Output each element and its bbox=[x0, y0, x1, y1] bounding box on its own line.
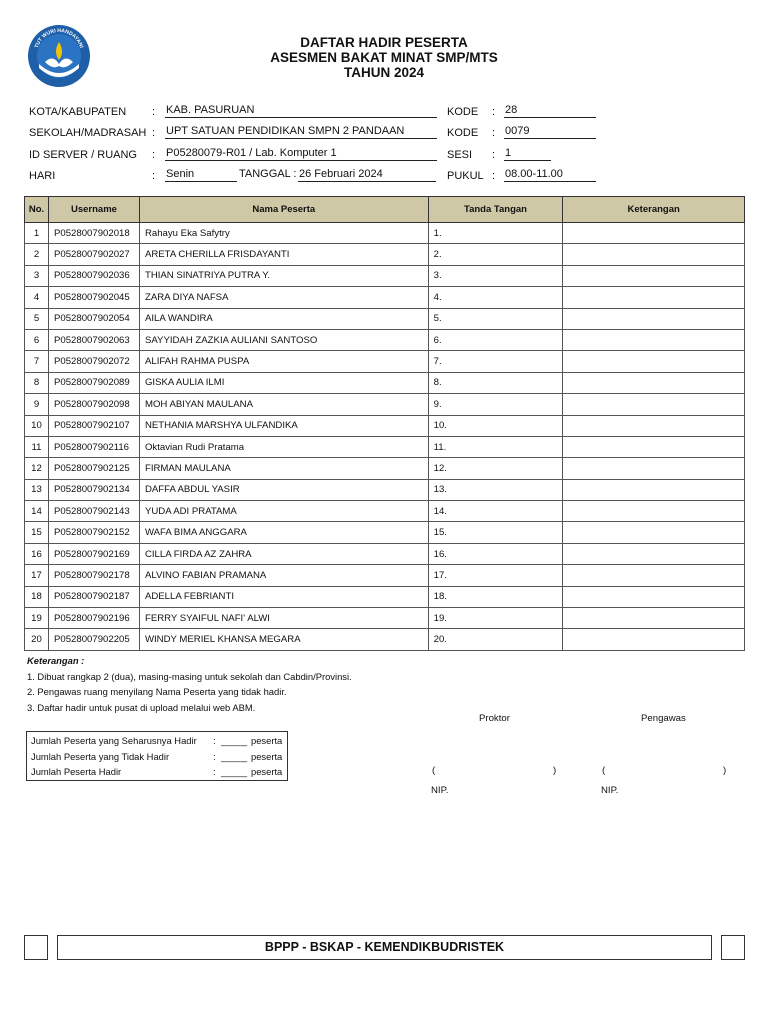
cell-keterangan bbox=[563, 629, 745, 650]
table-row bbox=[25, 372, 745, 393]
cell-nama: NETHANIA MARSHYA ULFANDIKA bbox=[139, 415, 428, 436]
summary-colon: : bbox=[213, 735, 216, 746]
cell-no: 14 bbox=[25, 501, 49, 522]
table-row bbox=[25, 244, 745, 265]
summary-label: Jumlah Peserta yang Seharusnya Hadir bbox=[31, 735, 197, 746]
cell-keterangan bbox=[563, 501, 745, 522]
cell-username: P0528007902018 bbox=[48, 223, 139, 244]
cell-nama: SAYYIDAH ZAZKIA AULIANI SANTOSO bbox=[139, 329, 428, 350]
summary-blank: _____ bbox=[221, 750, 248, 762]
colon: : bbox=[492, 106, 496, 118]
cell-username: P0528007902072 bbox=[48, 351, 139, 372]
cell-no: 18 bbox=[25, 586, 49, 607]
cell-tanda-tangan: 17. bbox=[428, 565, 563, 586]
proktor-open-paren: ( bbox=[432, 765, 436, 776]
cell-tanda-tangan: 14. bbox=[428, 501, 563, 522]
header-username: Username bbox=[48, 197, 139, 223]
cell-tanda-tangan: 5. bbox=[428, 308, 563, 329]
cell-nama: FIRMAN MAULANA bbox=[139, 458, 428, 479]
cell-tanda-tangan: 6. bbox=[428, 329, 563, 350]
cell-tanda-tangan: 15. bbox=[428, 522, 563, 543]
cell-username: P0528007902107 bbox=[48, 415, 139, 436]
header-nama: Nama Peserta bbox=[139, 197, 428, 223]
cell-tanda-tangan: 2. bbox=[428, 244, 563, 265]
footer-left-box bbox=[24, 935, 48, 960]
colon: : bbox=[492, 170, 496, 182]
cell-keterangan bbox=[563, 565, 745, 586]
cell-no: 12 bbox=[25, 458, 49, 479]
cell-nama: Rahayu Eka Safytry bbox=[139, 223, 428, 244]
colon: : bbox=[152, 106, 156, 118]
sekolah-value: UPT SATUAN PENDIDIKAN SMPN 2 PANDAAN bbox=[165, 125, 437, 139]
cell-nama: FERRY SYAIFUL NAFI' ALWI bbox=[139, 608, 428, 629]
cell-keterangan bbox=[563, 479, 745, 500]
summary-colon: : bbox=[213, 766, 216, 777]
cell-nama: AILA WANDIRA bbox=[139, 308, 428, 329]
summary-label: Jumlah Peserta Hadir bbox=[31, 766, 122, 777]
server-value: P05280079-R01 / Lab. Komputer 1 bbox=[165, 147, 437, 161]
kode-sekolah-value: 0079 bbox=[504, 125, 596, 139]
colon: : bbox=[152, 127, 156, 139]
colon: : bbox=[152, 170, 156, 182]
cell-keterangan bbox=[563, 329, 745, 350]
kode-sekolah-label: KODE bbox=[447, 127, 479, 139]
note-item: 3. Daftar hadir untuk pusat di upload melalui web ABM. bbox=[27, 701, 256, 713]
table-header-row bbox=[25, 197, 745, 223]
table-row bbox=[25, 329, 745, 350]
cell-username: P0528007902089 bbox=[48, 372, 139, 393]
cell-username: P0528007902116 bbox=[48, 436, 139, 457]
cell-nama: Oktavian Rudi Pratama bbox=[139, 436, 428, 457]
footer-banner: BPPP - BSKAP - KEMENDIKBUDRISTEK bbox=[57, 935, 712, 960]
summary-colon: : bbox=[213, 750, 216, 762]
cell-nama: CILLA FIRDA AZ ZAHRA bbox=[139, 543, 428, 564]
cell-keterangan bbox=[563, 543, 745, 564]
table-row bbox=[25, 415, 745, 436]
pengawas-nip: NIP. bbox=[601, 785, 619, 796]
table-row bbox=[25, 565, 745, 586]
summary-unit: peserta bbox=[251, 735, 283, 746]
cell-keterangan bbox=[563, 265, 745, 286]
pengawas-label: Pengawas bbox=[641, 713, 686, 724]
cell-keterangan bbox=[563, 372, 745, 393]
note-item: 1. Dibuat rangkap 2 (dua), masing-masing untuk sekolah dan Cabdin/Provinsi. bbox=[27, 670, 352, 682]
cell-keterangan bbox=[563, 244, 745, 265]
cell-nama: GISKA AULIA ILMI bbox=[139, 372, 428, 393]
table-row bbox=[25, 287, 745, 308]
cell-no: 16 bbox=[25, 543, 49, 564]
cell-nama: DAFFA ABDUL YASIR bbox=[139, 479, 428, 500]
cell-username: P0528007902187 bbox=[48, 586, 139, 607]
table-row bbox=[25, 543, 745, 564]
cell-keterangan bbox=[563, 223, 745, 244]
header-info bbox=[0, 0, 768, 190]
cell-no: 6 bbox=[25, 329, 49, 350]
header-no: No. bbox=[25, 197, 49, 223]
cell-no: 15 bbox=[25, 522, 49, 543]
cell-keterangan bbox=[563, 586, 745, 607]
cell-tanda-tangan: 19. bbox=[428, 608, 563, 629]
table-row bbox=[25, 436, 745, 457]
table-row bbox=[25, 223, 745, 244]
cell-nama: THIAN SINATRIYA PUTRA Y. bbox=[139, 265, 428, 286]
cell-nama: WINDY MERIEL KHANSA MEGARA bbox=[139, 629, 428, 650]
sesi-label: SESI bbox=[447, 149, 473, 161]
cell-no: 19 bbox=[25, 608, 49, 629]
table-row bbox=[25, 608, 745, 629]
cell-tanda-tangan: 18. bbox=[428, 586, 563, 607]
cell-no: 13 bbox=[25, 479, 49, 500]
cell-no: 20 bbox=[25, 629, 49, 650]
summary-blank: _____ bbox=[221, 766, 248, 777]
sesi-value: 1 bbox=[504, 147, 551, 161]
kota-label: KOTA/KABUPATEN bbox=[29, 106, 127, 118]
cell-tanda-tangan: 10. bbox=[428, 415, 563, 436]
cell-username: P0528007902196 bbox=[48, 608, 139, 629]
hari-label: HARI bbox=[29, 170, 56, 182]
cell-tanda-tangan: 9. bbox=[428, 394, 563, 415]
cell-nama: ADELLA FEBRIANTI bbox=[139, 586, 428, 607]
cell-username: P0528007902098 bbox=[48, 394, 139, 415]
cell-username: P0528007902036 bbox=[48, 265, 139, 286]
cell-tanda-tangan: 4. bbox=[428, 287, 563, 308]
cell-no: 3 bbox=[25, 265, 49, 286]
cell-keterangan bbox=[563, 351, 745, 372]
proktor-close-paren: ) bbox=[553, 765, 557, 776]
cell-tanda-tangan: 3. bbox=[428, 265, 563, 286]
cell-no: 7 bbox=[25, 351, 49, 372]
table-row bbox=[25, 458, 745, 479]
cell-nama: WAFA BIMA ANGGARA bbox=[139, 522, 428, 543]
colon: : bbox=[152, 149, 156, 161]
table-row bbox=[25, 394, 745, 415]
cell-no: 5 bbox=[25, 308, 49, 329]
kode-label: KODE bbox=[447, 106, 479, 118]
title-line-3: TAHUN 2024 bbox=[343, 65, 425, 80]
cell-username: P0528007902027 bbox=[48, 244, 139, 265]
cell-nama: YUDA ADI PRATAMA bbox=[139, 501, 428, 522]
summary-unit: peserta bbox=[251, 766, 283, 777]
table-row bbox=[25, 479, 745, 500]
note-item: 2. Pengawas ruang menyilang Nama Peserta yang tidak hadir. bbox=[27, 686, 287, 697]
proktor-label: Proktor bbox=[479, 713, 510, 724]
summary-unit: peserta bbox=[251, 750, 283, 762]
cell-keterangan bbox=[563, 458, 745, 479]
cell-keterangan bbox=[563, 415, 745, 436]
pengawas-open-paren: ( bbox=[602, 765, 606, 776]
server-label: ID SERVER / RUANG bbox=[29, 149, 137, 161]
cell-nama: MOH ABIYAN MAULANA bbox=[139, 394, 428, 415]
summary-label: Jumlah Peserta yang Tidak Hadir bbox=[31, 750, 170, 762]
proktor-nip: NIP. bbox=[431, 785, 449, 796]
colon: : bbox=[492, 149, 496, 161]
cell-tanda-tangan: 12. bbox=[428, 458, 563, 479]
table-row bbox=[25, 629, 745, 650]
cell-tanda-tangan: 20. bbox=[428, 629, 563, 650]
pukul-label: PUKUL bbox=[447, 170, 484, 182]
cell-tanda-tangan: 16. bbox=[428, 543, 563, 564]
cell-nama: ALIFAH RAHMA PUSPA bbox=[139, 351, 428, 372]
cell-no: 8 bbox=[25, 372, 49, 393]
sekolah-label: SEKOLAH/MADRASAH bbox=[29, 127, 147, 139]
cell-username: P0528007902134 bbox=[48, 479, 139, 500]
table-row bbox=[25, 308, 745, 329]
cell-no: 4 bbox=[25, 287, 49, 308]
hari-value: Senin bbox=[165, 168, 237, 182]
cell-no: 2 bbox=[25, 244, 49, 265]
cell-nama: ARETA CHERILLA FRISDAYANTI bbox=[139, 244, 428, 265]
table-row bbox=[25, 351, 745, 372]
cell-tanda-tangan: 8. bbox=[428, 372, 563, 393]
cell-no: 9 bbox=[25, 394, 49, 415]
notes-title: Keterangan : bbox=[27, 655, 85, 666]
cell-keterangan bbox=[563, 394, 745, 415]
cell-username: P0528007902125 bbox=[48, 458, 139, 479]
colon: : bbox=[492, 127, 496, 139]
pengawas-close-paren: ) bbox=[723, 765, 727, 776]
cell-tanda-tangan: 1. bbox=[428, 223, 563, 244]
logo-text: TUT WURI HANDAYANI bbox=[33, 27, 85, 49]
cell-tanda-tangan: 11. bbox=[428, 436, 563, 457]
pukul-value: 08.00-11.00 bbox=[504, 168, 596, 182]
cell-keterangan bbox=[563, 436, 745, 457]
cell-keterangan bbox=[563, 308, 745, 329]
cell-tanda-tangan: 7. bbox=[428, 351, 563, 372]
cell-keterangan bbox=[563, 608, 745, 629]
tanggal-value: 26 Februari 2024 bbox=[298, 168, 436, 182]
cell-no: 17 bbox=[25, 565, 49, 586]
cell-username: P0528007902063 bbox=[48, 329, 139, 350]
summary-box bbox=[26, 731, 288, 781]
summary-row bbox=[27, 751, 287, 767]
cell-nama: ZARA DIYA NAFSA bbox=[139, 287, 428, 308]
summary-row bbox=[27, 766, 287, 782]
cell-username: P0528007902152 bbox=[48, 522, 139, 543]
cell-username: P0528007902205 bbox=[48, 629, 139, 650]
cell-username: P0528007902045 bbox=[48, 287, 139, 308]
summary-row bbox=[27, 735, 287, 751]
cell-keterangan bbox=[563, 287, 745, 308]
kota-value: KAB. PASURUAN bbox=[165, 104, 437, 118]
table-row bbox=[25, 522, 745, 543]
cell-nama: ALVINO FABIAN PRAMANA bbox=[139, 565, 428, 586]
table-row bbox=[25, 265, 745, 286]
notes bbox=[27, 653, 352, 715]
cell-no: 10 bbox=[25, 415, 49, 436]
title-line-2: ASESMEN BAKAT MINAT SMP/MTS bbox=[270, 50, 498, 65]
attendance-table bbox=[24, 196, 745, 651]
cell-username: P0528007902169 bbox=[48, 543, 139, 564]
cell-no: 11 bbox=[25, 436, 49, 457]
summary-blank: _____ bbox=[221, 735, 248, 746]
footer-right-box bbox=[721, 935, 745, 960]
header-tanda-tangan: Tanda Tangan bbox=[428, 197, 563, 223]
cell-keterangan bbox=[563, 522, 745, 543]
table-row bbox=[25, 501, 745, 522]
cell-tanda-tangan: 13. bbox=[428, 479, 563, 500]
cell-username: P0528007902178 bbox=[48, 565, 139, 586]
tanggal-label: TANGGAL : bbox=[239, 168, 297, 180]
kode-value: 28 bbox=[504, 104, 596, 118]
cell-username: P0528007902143 bbox=[48, 501, 139, 522]
cell-username: P0528007902054 bbox=[48, 308, 139, 329]
table-row bbox=[25, 586, 745, 607]
cell-no: 1 bbox=[25, 223, 49, 244]
header-keterangan: Keterangan bbox=[563, 197, 745, 223]
title-line-1: DAFTAR HADIR PESERTA bbox=[300, 35, 468, 50]
